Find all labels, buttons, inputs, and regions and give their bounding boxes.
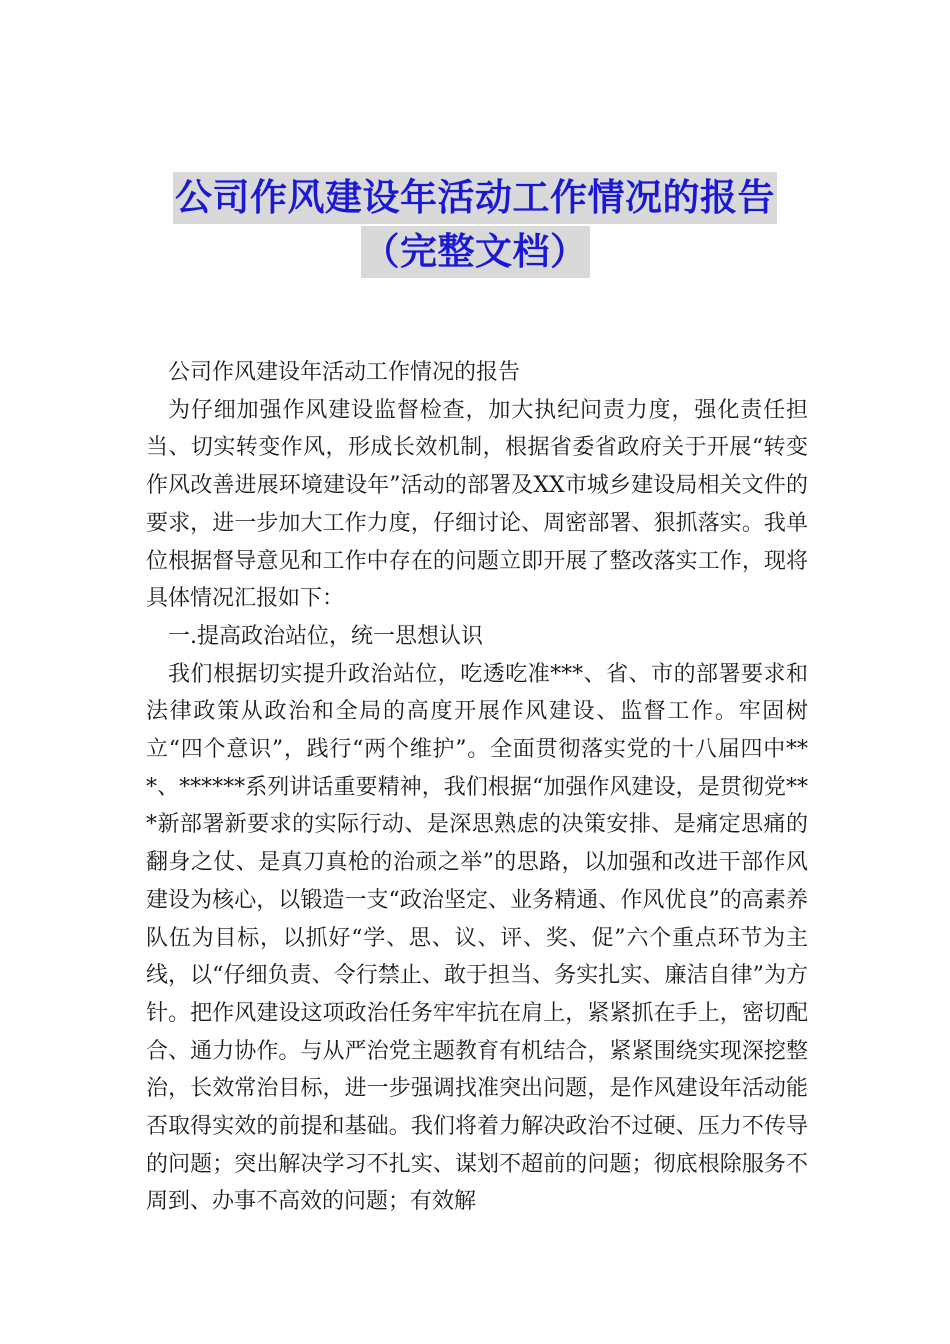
title-line-2: （完整文档） [361,226,590,278]
body-paragraph-heading: 公司作风建设年活动工作情况的报告 [168,360,521,385]
body-paragraph-section-1: 我们根据切实提升政治站位，吃透吃准***、省、市的部署要求和法律政策从政治和全局的高度开展作风建设、监督工作。牢固树立“四个意识”，践行“两个维护”。全面贯彻落实党的十八届四中***、******系列讲话重要精神，我们根据“加强作风建设，是贯彻党***新部署新要求的实际行动、是深思熟虑的决策安排、是痛定思痛的翻身之仗、是真刀真枪的治顽之举”的思路，以加强和改进干部作风建设为核心，以锻造一支“政治坚定、业务精通、作风优良”的高素养队伍为目标，以抓好“学、思、议、评、奖、促”六个重点环节为主线，以“仔细负责、令行禁止、敢于担当、务实扎实、廉洁自律”为方针。把作风建设这项政治任务牢牢抗在肩上，紧紧抓在手上，密切配合、通力协作。与从严治党主题教育有机结合，紧紧围绕实现深挖整治，长效常治目标，进一步强调找准突出问题，是作风建设年活动能否取得实效的前提和基础。我们将着力解决政治不过硬、压力不传导的问题；突出解决学习不扎实、谋划不超前的问题；彻底根除服务不周到、办事不高效的问题；有效解 [146,661,808,1215]
title-line-1: 公司作风建设年活动工作情况的报告 [173,172,777,224]
document-body [146,354,808,1221]
section-heading-1: 一.提高政治站位，统一思想认识 [168,623,483,649]
document-title [0,172,950,278]
body-paragraph-intro: 为仔细加强作风建设监督检查，加大执纪问责力度，强化责任担当、切实转变作风，形成长效机制，根据省委省政府关于开展“转变作风改善进展环境建设年”活动的部署及XX市城乡建设局相关文件的要求，进一步加大工作力度，仔细讨论、周密部署、狠抓落实。我单位根据督导意见和工作中存在的问题立即开展了整改落实工作，现将具体情况汇报如下： [146,397,808,612]
